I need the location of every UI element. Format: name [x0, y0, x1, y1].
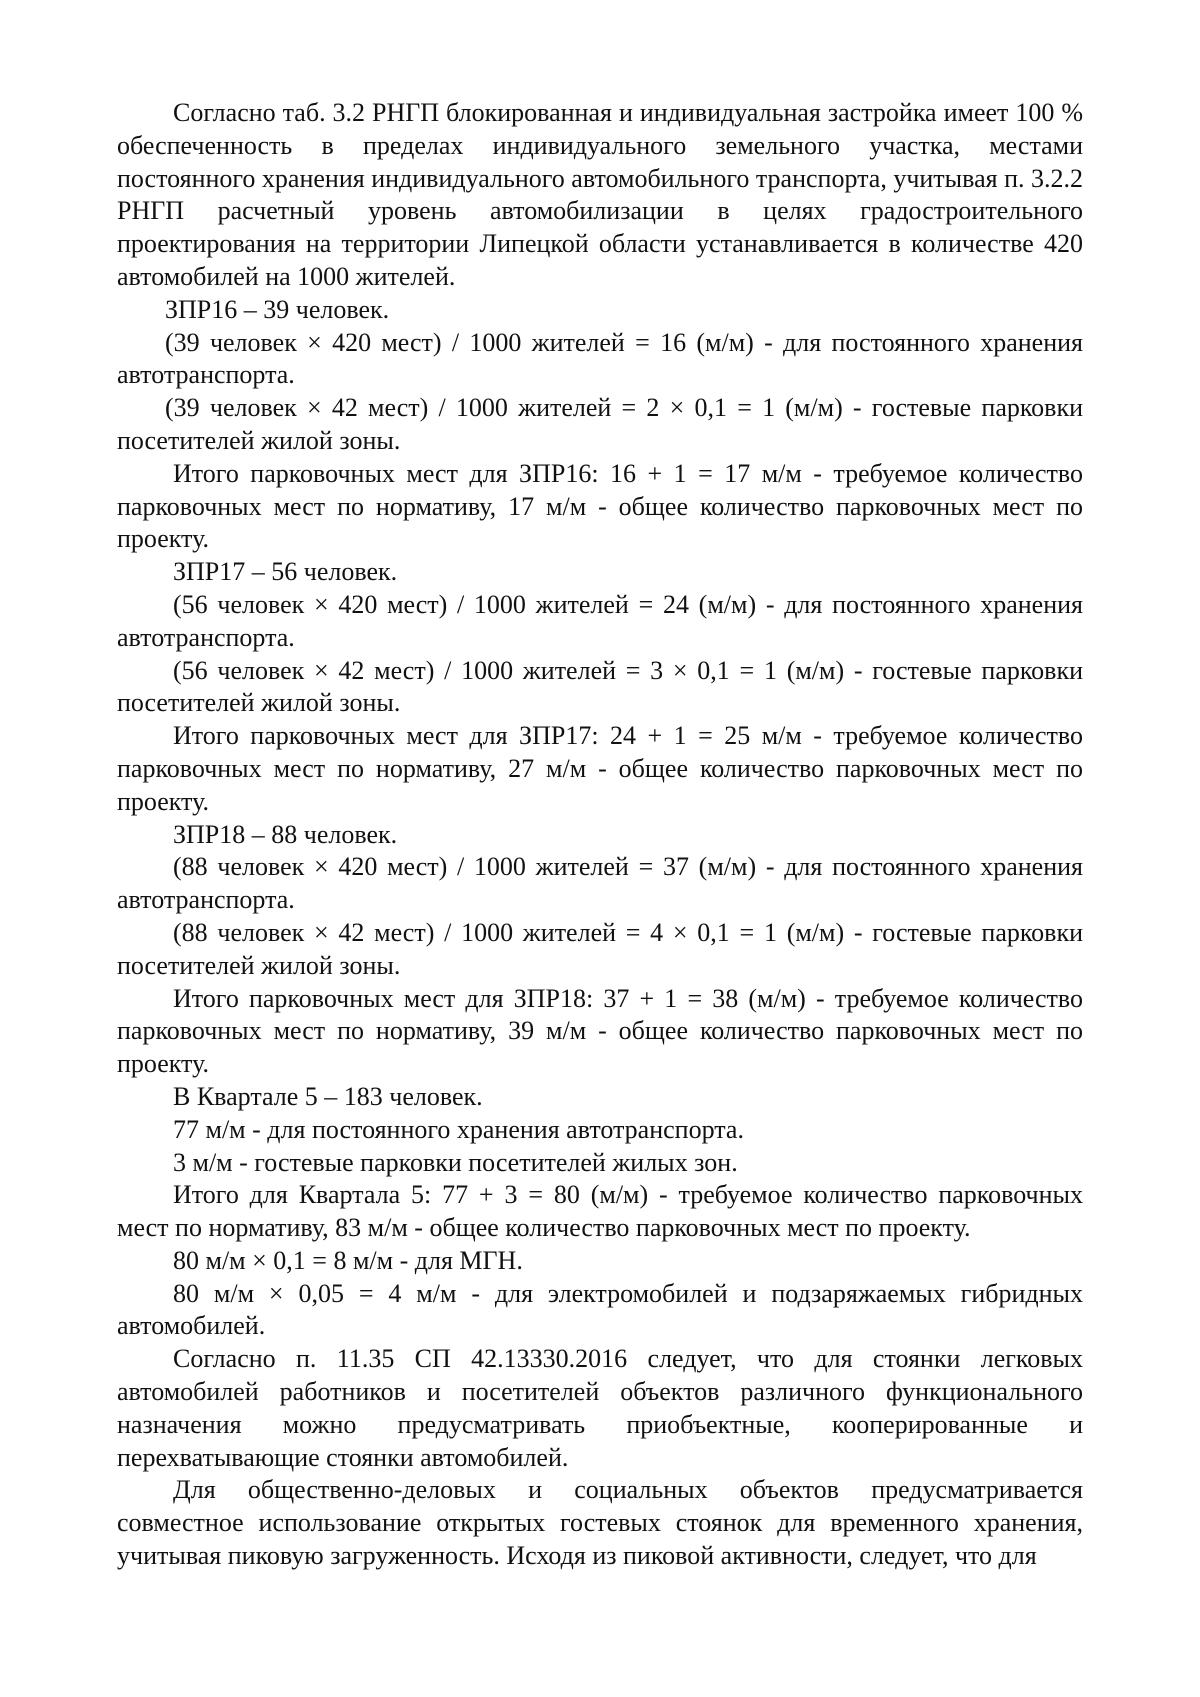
paragraph-zpr18-permanent: (88 человек × 420 мест) / 1000 жителей = 37 (м/м) - для постоянного хранения автотранспорта.	[117, 852, 1083, 915]
document-page	[117, 97, 1083, 1573]
paragraph-zpr16-heading: ЗПР16 – 39 человек.	[165, 294, 390, 324]
paragraph-zpr17-permanent: (56 человек × 420 мест) / 1000 жителей = 24 (м/м) - для постоянного хранения автотранспорта.	[117, 589, 1083, 652]
paragraph-zpr17-total: Итого парковочных мест для ЗПР17: 24 + 1 = 25 м/м - требуемое количество парковочных мест по нормативу, 27 м/м - общее количество парковочных мест по проекту.	[117, 721, 1083, 816]
paragraph-zpr16-total: Итого парковочных мест для ЗПР16: 16 + 1 = 17 м/м - требуемое количество парковочных мест по нормативу, 17 м/м - общее количество парковочных мест по проекту.	[117, 458, 1083, 554]
paragraph-parking-norms-intro: Согласно таб. 3.2 РНГП блокированная и индивидуальная застройка имеет 100 % обеспеченность в пределах индивидуального земельного участка, местами постоянного хранения индивидуального автомобильного транспорта, учитывая п. 3.2.2 РНГП расчетный уровень автомобилизации в целях градостроительного проектирования на территории Липецкой области устанавливается в количестве 420 автомобилей на 1000 жителей.	[117, 98, 1083, 291]
paragraph-ev-spaces: 80 м/м × 0,05 = 4 м/м - для электромобилей и подзаряжаемых гибридных автомобилей.	[117, 1278, 1083, 1341]
paragraph-quarter5-guest: 3 м/м - гостевые парковки посетителей жилых зон.	[173, 1147, 738, 1177]
paragraph-quarter5-total: Итого для Квартала 5: 77 + 3 = 80 (м/м) - требуемое количество парковочных мест по нормативу, 83 м/м - общее количество парковочных мест по проекту.	[117, 1180, 1083, 1243]
paragraph-quarter5-heading: В Квартале 5 – 183 человек.	[173, 1081, 483, 1111]
paragraph-zpr17-guest: (56 человек × 42 мест) / 1000 жителей = 3 × 0,1 = 1 (м/м) - гостевые парковки посетителей жилой зоны.	[117, 655, 1083, 718]
paragraph-zpr17-heading: ЗПР17 – 56 человек.	[173, 557, 398, 587]
paragraph-shared-parking: Для общественно-деловых и социальных объектов предусматривается совместное использование открытых гостевых стоянок для временного хранения, учитывая пиковую загруженность. Исходя из пиковой активности, следует, что для	[117, 1475, 1083, 1571]
paragraph-mgn-spaces: 80 м/м × 0,1 = 8 м/м - для МГН.	[173, 1245, 523, 1275]
paragraph-zpr16-permanent: (39 человек × 420 мест) / 1000 жителей = 16 (м/м) - для постоянного хранения автотранспорта.	[117, 327, 1083, 390]
paragraph-zpr16-guest: (39 человек × 42 мест) / 1000 жителей = 2 × 0,1 = 1 (м/м) - гостевые парковки посетителей жилой зоны.	[117, 393, 1083, 455]
paragraph-zpr18-total: Итого парковочных мест для ЗПР18: 37 + 1 = 38 (м/м) - требуемое количество парковочных мест по нормативу, 39 м/м - общее количество парковочных мест по проекту.	[117, 983, 1083, 1079]
paragraph-zpr18-guest: (88 человек × 42 мест) / 1000 жителей = 4 × 0,1 = 1 (м/м) - гостевые парковки посетителей жилой зоны.	[117, 917, 1083, 980]
paragraph-quarter5-permanent: 77 м/м - для постоянного хранения автотранспорта.	[173, 1114, 744, 1144]
paragraph-sp-reference: Согласно п. 11.35 СП 42.13330.2016 следует, что для стоянки легковых автомобилей работников и посетителей объектов различного функционального назначения можно предусматривать приобъектные, кооперированные и перехватывающие стоянки автомобилей.	[117, 1344, 1083, 1472]
paragraph-zpr18-heading: ЗПР18 – 88 человек.	[173, 819, 398, 849]
